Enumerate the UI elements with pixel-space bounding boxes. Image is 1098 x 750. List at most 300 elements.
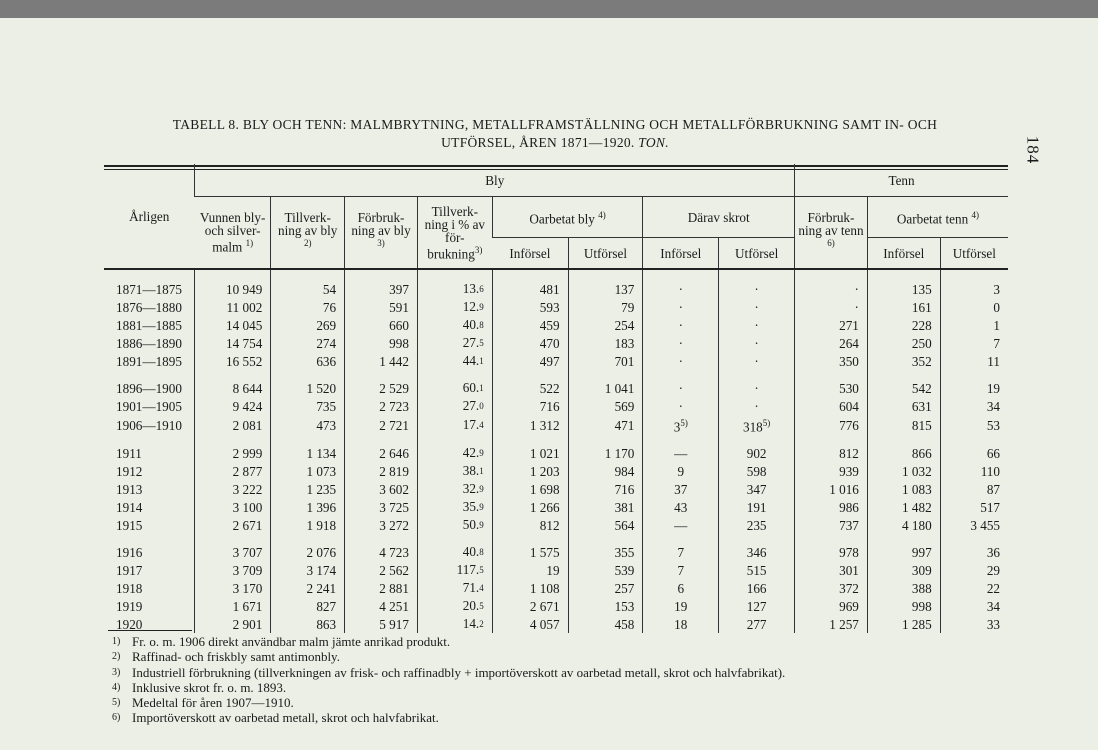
table-row [104, 462, 1008, 480]
period-cell [104, 415, 195, 435]
pct-integer: 71. [462, 580, 480, 596]
tenn-forbrukning-cell-value: 978 [839, 544, 859, 560]
table-row [104, 269, 1008, 298]
table-row [104, 597, 1008, 615]
tenn-utforsel-cell [940, 334, 1008, 352]
malm-cell-value: 2 999 [232, 445, 263, 461]
tenn-utforsel-cell [940, 316, 1008, 334]
header-bly-utforsel: Utförsel [568, 238, 643, 270]
header-vunnen-text: Vunnen bly- och silver-malm [199, 210, 266, 255]
pct-cell [417, 370, 492, 397]
tillverkning-cell [271, 269, 345, 298]
skrot-inforsel-cell-value: 6 [677, 580, 685, 596]
skrot-utforsel-cell [719, 435, 795, 462]
period-cell-value: 1920 [116, 616, 143, 632]
tenn-forbrukning-cell [795, 269, 868, 298]
header-oarbetat-tenn-note: 4) [971, 209, 980, 220]
pct-cell [417, 579, 492, 597]
skrot-utforsel-cell-value: 235 [746, 517, 767, 533]
bly-utforsel-cell-value: 458 [614, 616, 635, 632]
bly-utforsel-cell-value: 539 [614, 562, 635, 578]
tenn-utforsel-cell-value: 33 [986, 616, 1000, 632]
header-forbrukning-text: Förbruk-ning av bly [351, 210, 411, 239]
forbrukning-cell-value: 2 721 [379, 417, 409, 433]
skrot-inforsel-cell [643, 298, 719, 316]
bly-utforsel-cell [568, 397, 643, 415]
pct-decimal: 9 [479, 448, 484, 459]
tillverkning-cell [271, 316, 345, 334]
footnote-text: Medeltal för åren 1907—1910. [132, 695, 294, 711]
tenn-utforsel-cell [940, 435, 1008, 462]
tenn-utforsel-cell [940, 534, 1008, 561]
header-tillverk-pct-text: Tillverk-ning i % av för-brukning [424, 203, 486, 262]
footnote-rule [108, 630, 192, 631]
footnote [112, 649, 785, 664]
malm-cell [195, 462, 271, 480]
skrot-inforsel-cell-value: 19 [674, 598, 688, 614]
malm-cell-value: 3 100 [232, 499, 263, 515]
tillverkning-cell [271, 534, 345, 561]
pct-integer: 40. [462, 317, 480, 332]
page-number: 184 [1023, 135, 1043, 165]
forbrukning-cell [345, 370, 418, 397]
skrot-utforsel-cell [719, 298, 795, 316]
bly-inforsel-cell-value: 497 [539, 353, 560, 369]
forbrukning-cell-value: 3 602 [379, 481, 409, 497]
tenn-forbrukning-cell-value: 969 [839, 598, 859, 614]
tenn-forbrukning-cell-value: 939 [839, 463, 859, 479]
header-forbrukning-tenn-text: Förbruk-ning av tenn [798, 210, 864, 239]
period-cell [104, 579, 195, 597]
tenn-utforsel-cell [940, 615, 1008, 633]
skrot-utforsel-cell [719, 316, 795, 334]
bly-inforsel-cell [492, 352, 568, 370]
skrot-utforsel-cell [719, 352, 795, 370]
malm-cell [195, 370, 271, 397]
header-forbrukning [345, 197, 418, 270]
tenn-inforsel-cell-value: 1 032 [902, 463, 932, 479]
bly-inforsel-cell-value: 4 057 [529, 616, 560, 632]
pct-cell [417, 516, 492, 534]
footnote-text: Importöverskott av oarbetad metall, skrot och halvfabrikat. [132, 710, 439, 726]
tillverkning-cell [271, 298, 345, 316]
footnote [112, 695, 785, 710]
table-row [104, 480, 1008, 498]
period-cell-value: 1876—1880 [116, 299, 182, 315]
skrot-utforsel-cell-value: 902 [746, 445, 767, 461]
bly-inforsel-cell [492, 480, 568, 498]
period-cell-value: 1917 [116, 562, 143, 578]
tillverkning-cell-value: 54 [322, 281, 337, 297]
skrot-inforsel-cell-value: — [674, 445, 688, 461]
footnote-mark: 5) [112, 697, 121, 709]
header-tenn-inforsel: Införsel [867, 238, 940, 270]
bly-utforsel-cell-value: 381 [614, 499, 635, 515]
tenn-utforsel-cell-value: 7 [993, 335, 1000, 351]
pct-decimal: 5 [479, 338, 484, 348]
forbrukning-cell-value: 591 [389, 299, 409, 315]
tillverkning-cell [271, 352, 345, 370]
tenn-forbrukning-cell [795, 316, 868, 334]
tenn-forbrukning-cell-value: 372 [839, 580, 859, 596]
tenn-forbrukning-cell [795, 334, 868, 352]
forbrukning-cell-value: 2 562 [379, 562, 409, 578]
tillverkning-cell-value: 2 076 [306, 544, 337, 560]
skrot-inforsel-cell-value: 9 [677, 463, 685, 479]
header-oarbetat-tenn [867, 197, 1008, 238]
skrot-inforsel-cell-value: 43 [674, 499, 688, 515]
skrot-utforsel-cell [719, 480, 795, 498]
tillverkning-cell-value: 1 235 [306, 481, 337, 497]
malm-cell-value: 2 877 [232, 463, 263, 479]
tenn-inforsel-cell [867, 516, 940, 534]
tenn-inforsel-cell-value: 542 [911, 380, 932, 396]
malm-cell-value: 2 671 [232, 517, 263, 533]
table-row [104, 298, 1008, 316]
tillverkning-cell [271, 370, 345, 397]
period-cell [104, 316, 195, 334]
bly-utforsel-cell [568, 370, 643, 397]
header-oarbetat-tenn-text: Oarbetat tenn [896, 211, 969, 227]
pct-integer: 35. [462, 499, 480, 515]
tenn-forbrukning-cell [795, 561, 868, 579]
bly-utforsel-cell [568, 352, 643, 370]
bly-utforsel-cell [568, 597, 643, 615]
skrot-utforsel-cell [719, 516, 795, 534]
tenn-inforsel-cell [867, 316, 940, 334]
tillverkning-cell-value: 76 [322, 299, 337, 315]
title-years: UTFÖRSEL, ÅREN 1871—1920. [441, 135, 635, 150]
period-cell-value: 1912 [116, 463, 143, 479]
bly-utforsel-cell [568, 298, 643, 316]
bly-inforsel-cell-value: 1 575 [529, 544, 560, 560]
bly-inforsel-cell [492, 316, 568, 334]
bly-inforsel-cell [492, 579, 568, 597]
skrot-inforsel-cell [643, 334, 719, 352]
forbrukning-cell [345, 534, 418, 561]
tenn-forbrukning-cell-value: 350 [839, 353, 859, 369]
period-cell-value: 1913 [116, 481, 143, 497]
header-tillverkning [271, 197, 345, 270]
tenn-inforsel-cell [867, 298, 940, 316]
forbrukning-cell-value: 397 [389, 281, 409, 297]
pct-decimal: 9 [479, 302, 484, 312]
footnote-mark: 3) [112, 666, 121, 678]
pct-integer: 17. [462, 417, 480, 433]
skrot-utforsel-cell [719, 615, 795, 633]
header-oarbetat-bly [492, 197, 643, 238]
footnote-text: Inklusive skrot fr. o. m. 1893. [132, 679, 287, 695]
tenn-utforsel-cell-value: 3 [993, 281, 1000, 297]
pct-integer: 44. [462, 353, 480, 368]
header-arligen: Årligen [104, 164, 195, 269]
pct-decimal: 1 [479, 356, 484, 366]
tillverkning-cell-value: 636 [316, 353, 337, 369]
tenn-inforsel-cell [867, 435, 940, 462]
pct-cell [417, 415, 492, 435]
forbrukning-cell [345, 462, 418, 480]
skrot-utforsel-cell-value: 277 [746, 616, 767, 632]
tenn-utforsel-cell-value: 22 [986, 580, 1000, 596]
bly-utforsel-cell-value: 564 [614, 517, 635, 533]
malm-cell [195, 480, 271, 498]
tenn-utforsel-cell-value: 53 [986, 417, 1000, 433]
period-cell-value: 1916 [116, 544, 143, 560]
tenn-inforsel-cell [867, 561, 940, 579]
pct-cell [417, 462, 492, 480]
malm-cell-value: 3 170 [232, 580, 263, 596]
tillverkning-cell-value: 1 520 [306, 380, 337, 396]
bly-utforsel-cell [568, 615, 643, 633]
skrot-utforsel-cell [719, 370, 795, 397]
header-forbrukning-tenn [795, 197, 868, 270]
tenn-utforsel-cell [940, 516, 1008, 534]
skrot-inforsel-cell-value: 7 [677, 562, 685, 578]
period-cell-value: 1886—1890 [116, 335, 182, 351]
title-unit: TON. [638, 135, 669, 150]
bly-inforsel-cell-value: 2 671 [529, 598, 560, 614]
pct-decimal: 4 [479, 420, 484, 431]
tillverkning-cell [271, 415, 345, 435]
tenn-forbrukning-cell-value: 604 [839, 398, 859, 414]
pct-decimal: 8 [479, 320, 484, 330]
tillverkning-cell-value: 1 396 [306, 499, 337, 515]
malm-cell-value: 3 709 [232, 562, 263, 578]
forbrukning-cell-value: 2 646 [379, 445, 409, 461]
forbrukning-cell [345, 352, 418, 370]
malm-cell-value: 9 424 [232, 398, 263, 414]
tillverkning-cell [271, 561, 345, 579]
tillverkning-cell [271, 435, 345, 462]
malm-cell-value: 16 552 [226, 353, 263, 369]
bly-inforsel-cell [492, 534, 568, 561]
tenn-inforsel-cell [867, 534, 940, 561]
tenn-utforsel-cell-value: 29 [986, 562, 1000, 578]
skrot-inforsel-cell-value: 37 [674, 481, 688, 497]
skrot-utforsel-cell-value: · [754, 398, 759, 414]
header-bly-inforsel: Införsel [492, 238, 568, 270]
period-cell-value: 1906—1910 [116, 417, 182, 433]
footnote [112, 710, 785, 725]
skrot-utforsel-cell [719, 498, 795, 516]
skrot-inforsel-cell [643, 316, 719, 334]
tenn-forbrukning-cell-value: 737 [839, 517, 859, 533]
table-title [100, 116, 1010, 152]
skrot-inforsel-cell [643, 435, 719, 462]
malm-cell [195, 597, 271, 615]
pct-cell [417, 498, 492, 516]
tenn-inforsel-cell-value: 228 [911, 317, 932, 333]
tenn-utforsel-cell-value: 11 [987, 353, 1000, 369]
skrot-utforsel-cell-value: · [754, 380, 759, 396]
header-oarbetat-bly-text: Oarbetat bly [529, 211, 595, 227]
tenn-forbrukning-cell [795, 352, 868, 370]
bly-utforsel-cell [568, 334, 643, 352]
forbrukning-cell-value: 660 [389, 317, 409, 333]
period-cell [104, 298, 195, 316]
malm-cell-value: 8 644 [232, 380, 263, 396]
skrot-inforsel-cell [643, 352, 719, 370]
bly-utforsel-cell-value: 471 [614, 417, 635, 433]
pct-integer: 14. [462, 616, 480, 632]
bly-utforsel-cell-value: 254 [614, 317, 635, 333]
tenn-forbrukning-cell [795, 597, 868, 615]
skrot-utforsel-cell [719, 334, 795, 352]
malm-cell [195, 435, 271, 462]
tenn-inforsel-cell-value: 631 [911, 398, 932, 414]
tenn-inforsel-cell [867, 415, 940, 435]
pct-cell [417, 298, 492, 316]
tenn-inforsel-cell-value: 161 [911, 299, 932, 315]
period-cell-value: 1871—1875 [116, 281, 182, 297]
tenn-forbrukning-cell-value: · [854, 299, 859, 315]
period-cell [104, 561, 195, 579]
period-cell-value: 1881—1885 [116, 317, 182, 333]
skrot-utforsel-cell-value: 166 [746, 580, 767, 596]
skrot-inforsel-cell [643, 480, 719, 498]
tillverkning-cell [271, 579, 345, 597]
bly-inforsel-cell-value: 1 698 [529, 481, 560, 497]
footnote [112, 680, 785, 695]
tenn-inforsel-cell-value: 352 [911, 353, 932, 369]
forbrukning-cell [345, 316, 418, 334]
tenn-utforsel-cell-value: 3 455 [970, 517, 1000, 533]
skrot-utforsel-cell-value: · [754, 353, 759, 369]
bly-utforsel-cell-value: 569 [614, 398, 635, 414]
footnote-text: Raffinad- och friskbly samt antimonbly. [132, 649, 340, 665]
bly-utforsel-cell-value: 137 [614, 281, 635, 297]
period-cell [104, 534, 195, 561]
tillverkning-cell [271, 397, 345, 415]
table-row [104, 516, 1008, 534]
forbrukning-cell [345, 334, 418, 352]
header-tillverkning-text: Tillverk-ning av bly [278, 210, 338, 239]
skrot-inforsel-cell-value: · [678, 281, 683, 297]
pct-decimal: 9 [479, 520, 484, 531]
skrot-inforsel-cell [643, 534, 719, 561]
tenn-forbrukning-cell-value: 1 257 [829, 616, 859, 632]
tillverkning-cell [271, 615, 345, 633]
header-tillverk-pct-note: 3) [474, 244, 483, 255]
pct-cell [417, 480, 492, 498]
header-darav-skrot: Därav skrot [643, 197, 795, 238]
pct-cell [417, 334, 492, 352]
bly-utforsel-cell-value: 984 [614, 463, 635, 479]
skrot-utforsel-cell-value: 598 [746, 463, 767, 479]
tenn-inforsel-cell [867, 334, 940, 352]
period-cell [104, 352, 195, 370]
tenn-inforsel-cell [867, 397, 940, 415]
tenn-forbrukning-cell-value: 776 [839, 417, 859, 433]
header-vunnen-note: 1) [245, 238, 254, 249]
tenn-inforsel-cell-value: 4 180 [902, 517, 932, 533]
pct-decimal: 8 [479, 547, 484, 558]
bly-inforsel-cell [492, 561, 568, 579]
skrot-inforsel-cell-value: · [678, 380, 683, 396]
period-cell-value: 1919 [116, 598, 143, 614]
skrot-inforsel-cell-value: · [678, 317, 683, 333]
period-cell [104, 397, 195, 415]
pct-decimal: 2 [479, 619, 484, 630]
malm-cell [195, 352, 271, 370]
forbrukning-cell [345, 597, 418, 615]
period-cell [104, 498, 195, 516]
forbrukning-cell [345, 397, 418, 415]
tenn-inforsel-cell-value: 250 [911, 335, 932, 351]
bly-utforsel-cell [568, 579, 643, 597]
tenn-utforsel-cell-value: 110 [980, 463, 1000, 479]
bly-inforsel-cell-value: 1 312 [529, 417, 560, 433]
forbrukning-cell-value: 4 723 [379, 544, 409, 560]
forbrukning-cell [345, 561, 418, 579]
forbrukning-cell-value: 2 529 [379, 380, 409, 396]
tenn-forbrukning-cell [795, 415, 868, 435]
bly-inforsel-cell-value: 1 266 [529, 499, 560, 515]
tillverkning-cell-value: 269 [316, 317, 337, 333]
skrot-utforsel-cell-value: 347 [746, 481, 767, 497]
header-oarbetat-bly-note: 4) [598, 209, 606, 220]
bly-inforsel-cell-value: 593 [539, 299, 560, 315]
bly-utforsel-cell [568, 534, 643, 561]
pct-integer: 60. [462, 380, 480, 395]
bly-utforsel-cell [568, 462, 643, 480]
bly-inforsel-cell [492, 415, 568, 435]
pct-integer: 50. [462, 517, 480, 533]
skrot-inforsel-cell-value: · [678, 335, 683, 351]
bly-utforsel-cell-value: 153 [614, 598, 635, 614]
footnote [112, 665, 785, 680]
header-skrot-utforsel: Utförsel [719, 238, 795, 270]
malm-cell [195, 498, 271, 516]
malm-cell [195, 534, 271, 561]
malm-cell-value: 3 222 [232, 481, 263, 497]
tenn-inforsel-cell-value: 309 [911, 562, 932, 578]
table-row [104, 397, 1008, 415]
period-cell-value: 1891—1895 [116, 353, 182, 369]
tenn-inforsel-cell-value: 1 482 [902, 499, 932, 515]
bly-inforsel-cell [492, 498, 568, 516]
pct-cell [417, 615, 492, 633]
period-cell-value: 1914 [116, 499, 143, 515]
header-tenn-utforsel: Utförsel [940, 238, 1008, 270]
malm-cell [195, 316, 271, 334]
header-vunnen-malm [195, 197, 271, 270]
header-forbrukning-tenn-note: 6) [827, 238, 835, 249]
skrot-utforsel-cell [719, 579, 795, 597]
skrot-inforsel-cell [643, 561, 719, 579]
table-row [104, 534, 1008, 561]
forbrukning-cell [345, 269, 418, 298]
forbrukning-cell-value: 3 272 [379, 517, 409, 533]
skrot-inforsel-cell [643, 597, 719, 615]
tenn-utforsel-cell [940, 269, 1008, 298]
tenn-inforsel-cell [867, 597, 940, 615]
period-cell-value: 1901—1905 [116, 398, 182, 414]
tenn-forbrukning-cell-value: 1 016 [829, 481, 859, 497]
table-row [104, 415, 1008, 435]
tenn-utforsel-cell [940, 415, 1008, 435]
forbrukning-cell-value: 4 251 [379, 598, 409, 614]
tenn-utforsel-cell [940, 370, 1008, 397]
malm-cell-value: 2 081 [232, 417, 263, 433]
bly-inforsel-cell-value: 716 [539, 398, 560, 414]
pct-cell [417, 269, 492, 298]
malm-cell [195, 415, 271, 435]
header-bly: Bly [195, 164, 795, 197]
period-cell [104, 597, 195, 615]
tenn-forbrukning-cell [795, 435, 868, 462]
pct-decimal: 1 [479, 383, 484, 393]
